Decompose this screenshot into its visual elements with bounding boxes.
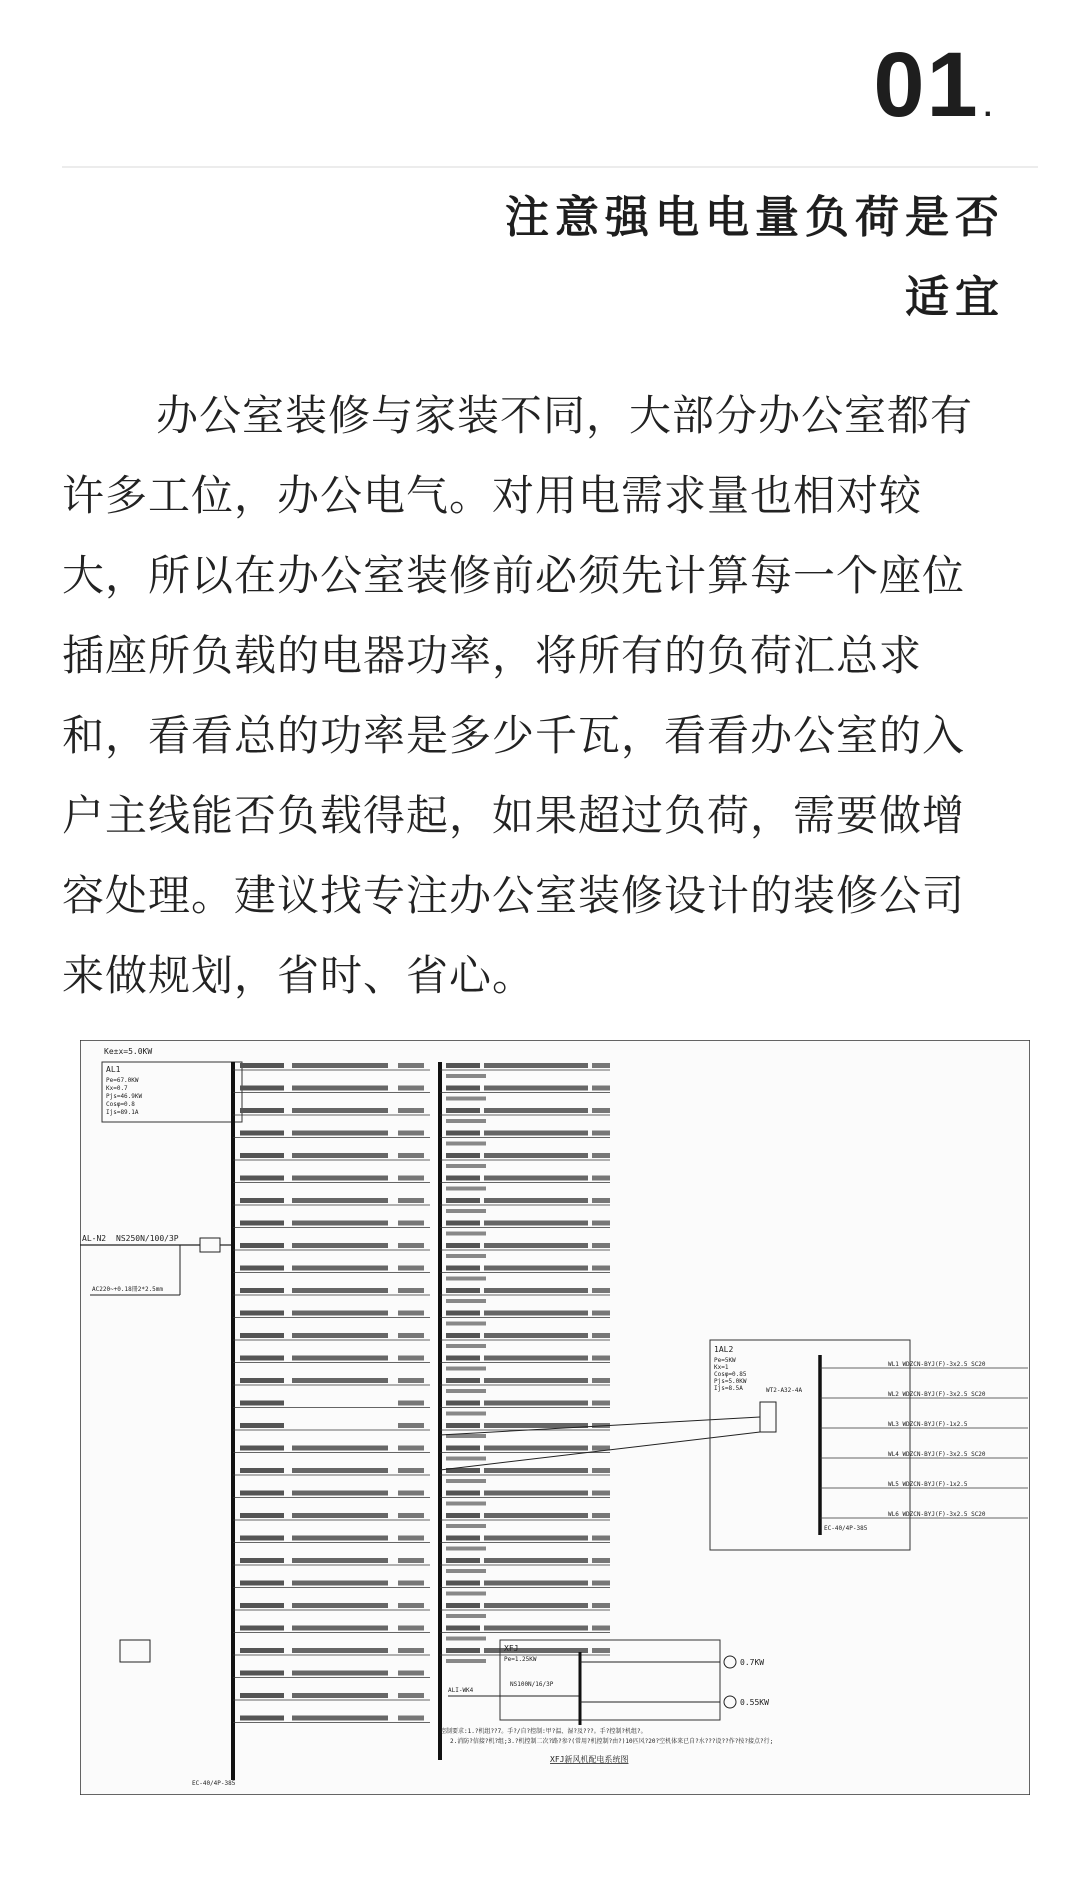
bottom-surge-label: EC-40/4P-385: [192, 1780, 236, 1787]
left-cable-label: [292, 1311, 388, 1316]
right-rcd-label: [446, 1659, 486, 1663]
right-breaker-label: [446, 1491, 480, 1496]
right-cable-label: [484, 1266, 588, 1271]
right-breaker-label: [446, 1288, 480, 1293]
left-cable-label: [292, 1131, 388, 1136]
right-cable-label: [484, 1221, 588, 1226]
left-breaker-label: [240, 1243, 284, 1248]
right-rcd-label: [446, 1232, 486, 1236]
xfj-breaker: NS100N/16/3P: [510, 1681, 554, 1688]
left-breaker-label: [240, 1176, 284, 1181]
right-load-label: [592, 1086, 610, 1091]
right-cable-label: [484, 1131, 588, 1136]
right-rcd-label: [446, 1254, 486, 1258]
left-cable-label: [292, 1648, 388, 1653]
left-load-label: [398, 1491, 424, 1496]
right-cable-label: [484, 1243, 588, 1248]
left-cable-label: [292, 1333, 388, 1338]
left-breaker-label: [240, 1401, 284, 1406]
right-rcd-label: [446, 1119, 486, 1123]
left-cable-label: [292, 1108, 388, 1113]
right-breaker-label: [446, 1198, 480, 1203]
left-load-label: [398, 1468, 424, 1473]
surge-note: AC220~+0.18冊2*2.5mm: [92, 1286, 164, 1293]
right-breaker-label: [446, 1626, 480, 1631]
right-cable-label: [484, 1378, 588, 1383]
incoming-breaker: NS250N/100/3P: [116, 1234, 179, 1243]
right-rcd-label: [446, 1389, 486, 1393]
left-breaker-label: [240, 1086, 284, 1091]
right-rcd-label: [446, 1187, 486, 1191]
right-rcd-label: [446, 1209, 486, 1213]
right-breaker-label: [446, 1086, 480, 1091]
right-cable-label: [484, 1603, 588, 1608]
right-load-label: [592, 1063, 610, 1068]
right-load-label: [592, 1626, 610, 1631]
right-rcd-label: [446, 1524, 486, 1528]
left-load-label: [398, 1176, 424, 1181]
right-panel-feeder-label: WL3 WDZCN-BYJ(F)-1x2.5: [888, 1421, 968, 1428]
right-load-label: [592, 1153, 610, 1158]
left-breaker-label: [240, 1536, 284, 1541]
right-breaker-label: [446, 1153, 480, 1158]
left-cable-label: [292, 1221, 388, 1226]
left-load-label: [398, 1446, 424, 1451]
xfj-rating-1: 0.7KW: [740, 1658, 765, 1667]
left-cable-label: [292, 1243, 388, 1248]
right-panel-param: Pjs=5.0KW: [714, 1378, 747, 1385]
right-cable-label: [484, 1581, 588, 1586]
article-paragraph: 办公室装修与家装不同，大部分办公室都有许多工位，办公电气。对用电需求量也相对较大，所以在办公室装修前必须先计算每一个座位插座所负载的电器功率，将所有的负荷汇总求和，看看总的功率是多少千瓦，看看办公室的入户主线能否负载得起，如果超过负荷，需要做增容处理。建议找专注办公室装修设计的装修公司来做规划，省时、省心。: [62, 391, 974, 1000]
left-cable-label: [292, 1693, 388, 1698]
left-load-label: [398, 1648, 424, 1653]
right-breaker-label: [446, 1311, 480, 1316]
left-breaker-label: [240, 1648, 284, 1653]
left-breaker-label: [240, 1311, 284, 1316]
right-cable-label: [484, 1356, 588, 1361]
control-note-2: 2.消防?信接?机?组;3.?机控制二次?路?参?(常用?机控制?由?)10匹风?20?空机体来已自?水???设??作?按?接点?行;: [450, 1738, 774, 1745]
left-cable-label: [292, 1716, 388, 1721]
electrical-diagram: [80, 1040, 1030, 1795]
xfj-rating-2: 0.55KW: [740, 1698, 769, 1707]
right-panel-param: Pe=5KW: [714, 1357, 736, 1364]
right-rcd-label: [446, 1614, 486, 1618]
left-cable-label: [292, 1491, 388, 1496]
left-cable-label: [292, 1063, 388, 1068]
right-load-label: [592, 1356, 610, 1361]
left-load-label: [398, 1536, 424, 1541]
right-breaker-label: [446, 1333, 480, 1338]
left-breaker-label: [240, 1153, 284, 1158]
left-cable-label: [292, 1446, 388, 1451]
left-load-label: [398, 1671, 424, 1676]
left-breaker-label: [240, 1513, 284, 1518]
left-cable-label: [292, 1378, 388, 1383]
left-load-label: [398, 1333, 424, 1338]
panel-param: Cosφ=0.8: [106, 1101, 135, 1108]
panel-params: [106, 1077, 143, 1116]
left-cable-label: [292, 1513, 388, 1518]
left-cable-label: [292, 1671, 388, 1676]
right-breaker-label: [446, 1423, 480, 1428]
right-rcd-label: [446, 1322, 486, 1326]
right-panel-param: Kx=1: [714, 1364, 729, 1371]
right-panel-surge: EC-40/4P-385: [824, 1525, 868, 1532]
right-load-label: [592, 1311, 610, 1316]
right-breaker-label: [446, 1243, 480, 1248]
xfj-title: XFJ: [504, 1644, 519, 1653]
right-load-label: [592, 1581, 610, 1586]
right-rcd-label: [446, 1344, 486, 1348]
control-note-1: 控制要求:1.?机组??7。手?/自?控制:甲?温、湿?及???。手?控制?机组?。: [440, 1728, 647, 1735]
left-load-label: [398, 1558, 424, 1563]
left-load-label: [398, 1311, 424, 1316]
left-cable-label: [292, 1266, 388, 1271]
right-panel-feeder-label: WL6 WDZCN-BYJ(F)-3x2.5 SC20: [888, 1511, 986, 1518]
electrical-diagram-svg: [80, 1040, 1030, 1795]
left-breaker-label: [240, 1288, 284, 1293]
right-rcd-label: [446, 1142, 486, 1146]
left-cable-label: [292, 1536, 388, 1541]
right-cable-label: [484, 1311, 588, 1316]
left-load-label: [398, 1198, 424, 1203]
right-load-label: [592, 1108, 610, 1113]
xfj-source: ALI-WK4: [448, 1687, 474, 1694]
left-breaker-label: [240, 1221, 284, 1226]
section-number-dot: .: [983, 90, 992, 123]
right-panel-feeder-label: WL5 WDZCN-BYJ(F)-1x2.5: [888, 1481, 968, 1488]
right-cable-label: [484, 1513, 588, 1518]
right-breaker-label: [446, 1536, 480, 1541]
left-load-label: [398, 1423, 424, 1428]
left-breaker-label: [240, 1198, 284, 1203]
divider: [62, 166, 1038, 168]
left-load-label: [398, 1266, 424, 1271]
right-breaker-label: [446, 1513, 480, 1518]
left-cable-label: [292, 1356, 388, 1361]
right-load-label: [592, 1333, 610, 1338]
left-load-label: [398, 1221, 424, 1226]
left-breaker-label: [240, 1356, 284, 1361]
right-panel-feeder-label: WL1 WDZCN-BYJ(F)-3x2.5 SC20: [888, 1361, 986, 1368]
left-load-label: [398, 1581, 424, 1586]
right-panel-feeder-label: WL2 WDZCN-BYJ(F)-3x2.5 SC20: [888, 1391, 986, 1398]
left-breaker-label: [240, 1333, 284, 1338]
left-cable-label: [292, 1086, 388, 1091]
left-cable-label: [292, 1176, 388, 1181]
right-rcd-label: [446, 1502, 486, 1506]
left-load-label: [398, 1626, 424, 1631]
right-cable-label: [484, 1558, 588, 1563]
right-rcd-label: [446, 1412, 486, 1416]
left-breaker-label: [240, 1378, 284, 1383]
left-load-label: [398, 1131, 424, 1136]
right-rcd-label: [446, 1479, 486, 1483]
right-breaker-label: [446, 1378, 480, 1383]
right-load-label: [592, 1513, 610, 1518]
right-breaker-label: [446, 1131, 480, 1136]
left-breaker-label: [240, 1671, 284, 1676]
right-breaker-label: [446, 1356, 480, 1361]
right-cable-label: [484, 1626, 588, 1631]
right-panel-param: Cosφ=0.85: [714, 1371, 747, 1378]
right-rcd-label: [446, 1299, 486, 1303]
right-rcd-label: [446, 1457, 486, 1461]
right-breaker-label: [446, 1063, 480, 1068]
right-load-label: [592, 1468, 610, 1473]
left-breaker-label: [240, 1108, 284, 1113]
right-cable-label: [484, 1288, 588, 1293]
left-load-label: [398, 1108, 424, 1113]
left-breaker-label: [240, 1716, 284, 1721]
left-cable-label: [292, 1153, 388, 1158]
right-cable-label: [484, 1491, 588, 1496]
left-breaker-label: [240, 1266, 284, 1271]
right-load-label: [592, 1536, 610, 1541]
left-cable-label: [292, 1581, 388, 1586]
left-load-label: [398, 1288, 424, 1293]
right-rcd-label: [446, 1637, 486, 1641]
left-cable-label: [292, 1288, 388, 1293]
right-breaker-label: [446, 1581, 480, 1586]
panel-param: Pe=67.0KW: [106, 1077, 139, 1084]
left-cable-label: [292, 1626, 388, 1631]
left-breaker-label: [240, 1063, 284, 1068]
incoming-label: AL-N2: [82, 1234, 107, 1243]
left-breaker-label: [240, 1603, 284, 1608]
left-load-label: [398, 1243, 424, 1248]
right-breaker-label: [446, 1176, 480, 1181]
right-cable-label: [484, 1401, 588, 1406]
right-rcd-label: [446, 1569, 486, 1573]
right-load-label: [592, 1401, 610, 1406]
right-rcd-label: [446, 1097, 486, 1101]
right-load-label: [592, 1648, 610, 1653]
right-rcd-label: [446, 1547, 486, 1551]
left-load-label: [398, 1716, 424, 1721]
xfj-power: Pe=1.25KW: [504, 1656, 537, 1663]
right-rcd-label: [446, 1367, 486, 1371]
left-load-label: [398, 1401, 424, 1406]
right-rcd-label: [446, 1074, 486, 1078]
right-load-label: [592, 1558, 610, 1563]
left-breaker-label: [240, 1693, 284, 1698]
left-load-label: [398, 1378, 424, 1383]
left-load-label: [398, 1513, 424, 1518]
right-cable-label: [484, 1536, 588, 1541]
left-breaker-label: [240, 1446, 284, 1451]
right-cable-label: [484, 1198, 588, 1203]
left-load-label: [398, 1603, 424, 1608]
right-load-label: [592, 1266, 610, 1271]
right-load-label: [592, 1288, 610, 1293]
panel-param: Kx=0.7: [106, 1085, 128, 1092]
right-rcd-label: [446, 1592, 486, 1596]
section-number: [873, 35, 992, 135]
right-cable-label: [484, 1108, 588, 1113]
right-load-label: [592, 1176, 610, 1181]
left-cable-label: [292, 1558, 388, 1563]
section-heading: 注意强电电量负荷是否适宜: [505, 192, 1005, 323]
left-load-label: [398, 1153, 424, 1158]
left-load-label: [398, 1693, 424, 1698]
right-load-label: [592, 1378, 610, 1383]
top-load-label: Ke±x=5.0KW: [104, 1047, 153, 1056]
right-rcd-label: [446, 1164, 486, 1168]
panel-param: Pjs=46.9KW: [106, 1093, 143, 1100]
right-breaker-label: [446, 1401, 480, 1406]
right-breaker-label: [446, 1221, 480, 1226]
right-rcd-label: [446, 1277, 486, 1281]
left-breaker-label: [240, 1626, 284, 1631]
right-cable-label: [484, 1063, 588, 1068]
right-breaker-label: [446, 1558, 480, 1563]
left-load-label: [398, 1063, 424, 1068]
right-panel-name: 1AL2: [714, 1345, 734, 1354]
left-breaker-label: [240, 1558, 284, 1563]
right-load-label: [592, 1603, 610, 1608]
left-load-label: [398, 1086, 424, 1091]
right-cable-label: [484, 1468, 588, 1473]
right-breaker-label: [446, 1603, 480, 1608]
left-breaker-label: [240, 1581, 284, 1586]
left-cable-label: [292, 1603, 388, 1608]
right-load-label: [592, 1221, 610, 1226]
right-load-label: [592, 1131, 610, 1136]
left-cable-label: [292, 1468, 388, 1473]
panel-param: Ijs=89.1A: [106, 1109, 139, 1116]
right-breaker-label: [446, 1108, 480, 1113]
left-breaker-label: [240, 1131, 284, 1136]
right-load-label: [592, 1243, 610, 1248]
right-breaker-label: [446, 1446, 480, 1451]
right-cable-label: [484, 1086, 588, 1091]
right-panel-feeder-label: WL4 WDZCN-BYJ(F)-3x2.5 SC20: [888, 1451, 986, 1458]
left-cable-label: [292, 1198, 388, 1203]
left-load-label: [398, 1356, 424, 1361]
right-panel-breaker-note: WT2-A32-4A: [766, 1387, 803, 1394]
right-cable-label: [484, 1446, 588, 1451]
right-cable-label: [484, 1153, 588, 1158]
right-panel-param: Ijs=8.5A: [714, 1385, 743, 1392]
left-breaker-label: [240, 1491, 284, 1496]
xfj-caption: XFJ新风机配电系统图: [550, 1755, 629, 1764]
left-breaker-label: [240, 1468, 284, 1473]
right-load-label: [592, 1198, 610, 1203]
right-breaker-label: [446, 1648, 480, 1653]
panel-name: AL1: [106, 1065, 121, 1074]
section-number-digits: 01: [873, 34, 980, 136]
right-breaker-label: [446, 1266, 480, 1271]
right-cable-label: [484, 1176, 588, 1181]
right-cable-label: [484, 1333, 588, 1338]
left-breaker-label: [240, 1423, 284, 1428]
right-load-label: [592, 1491, 610, 1496]
